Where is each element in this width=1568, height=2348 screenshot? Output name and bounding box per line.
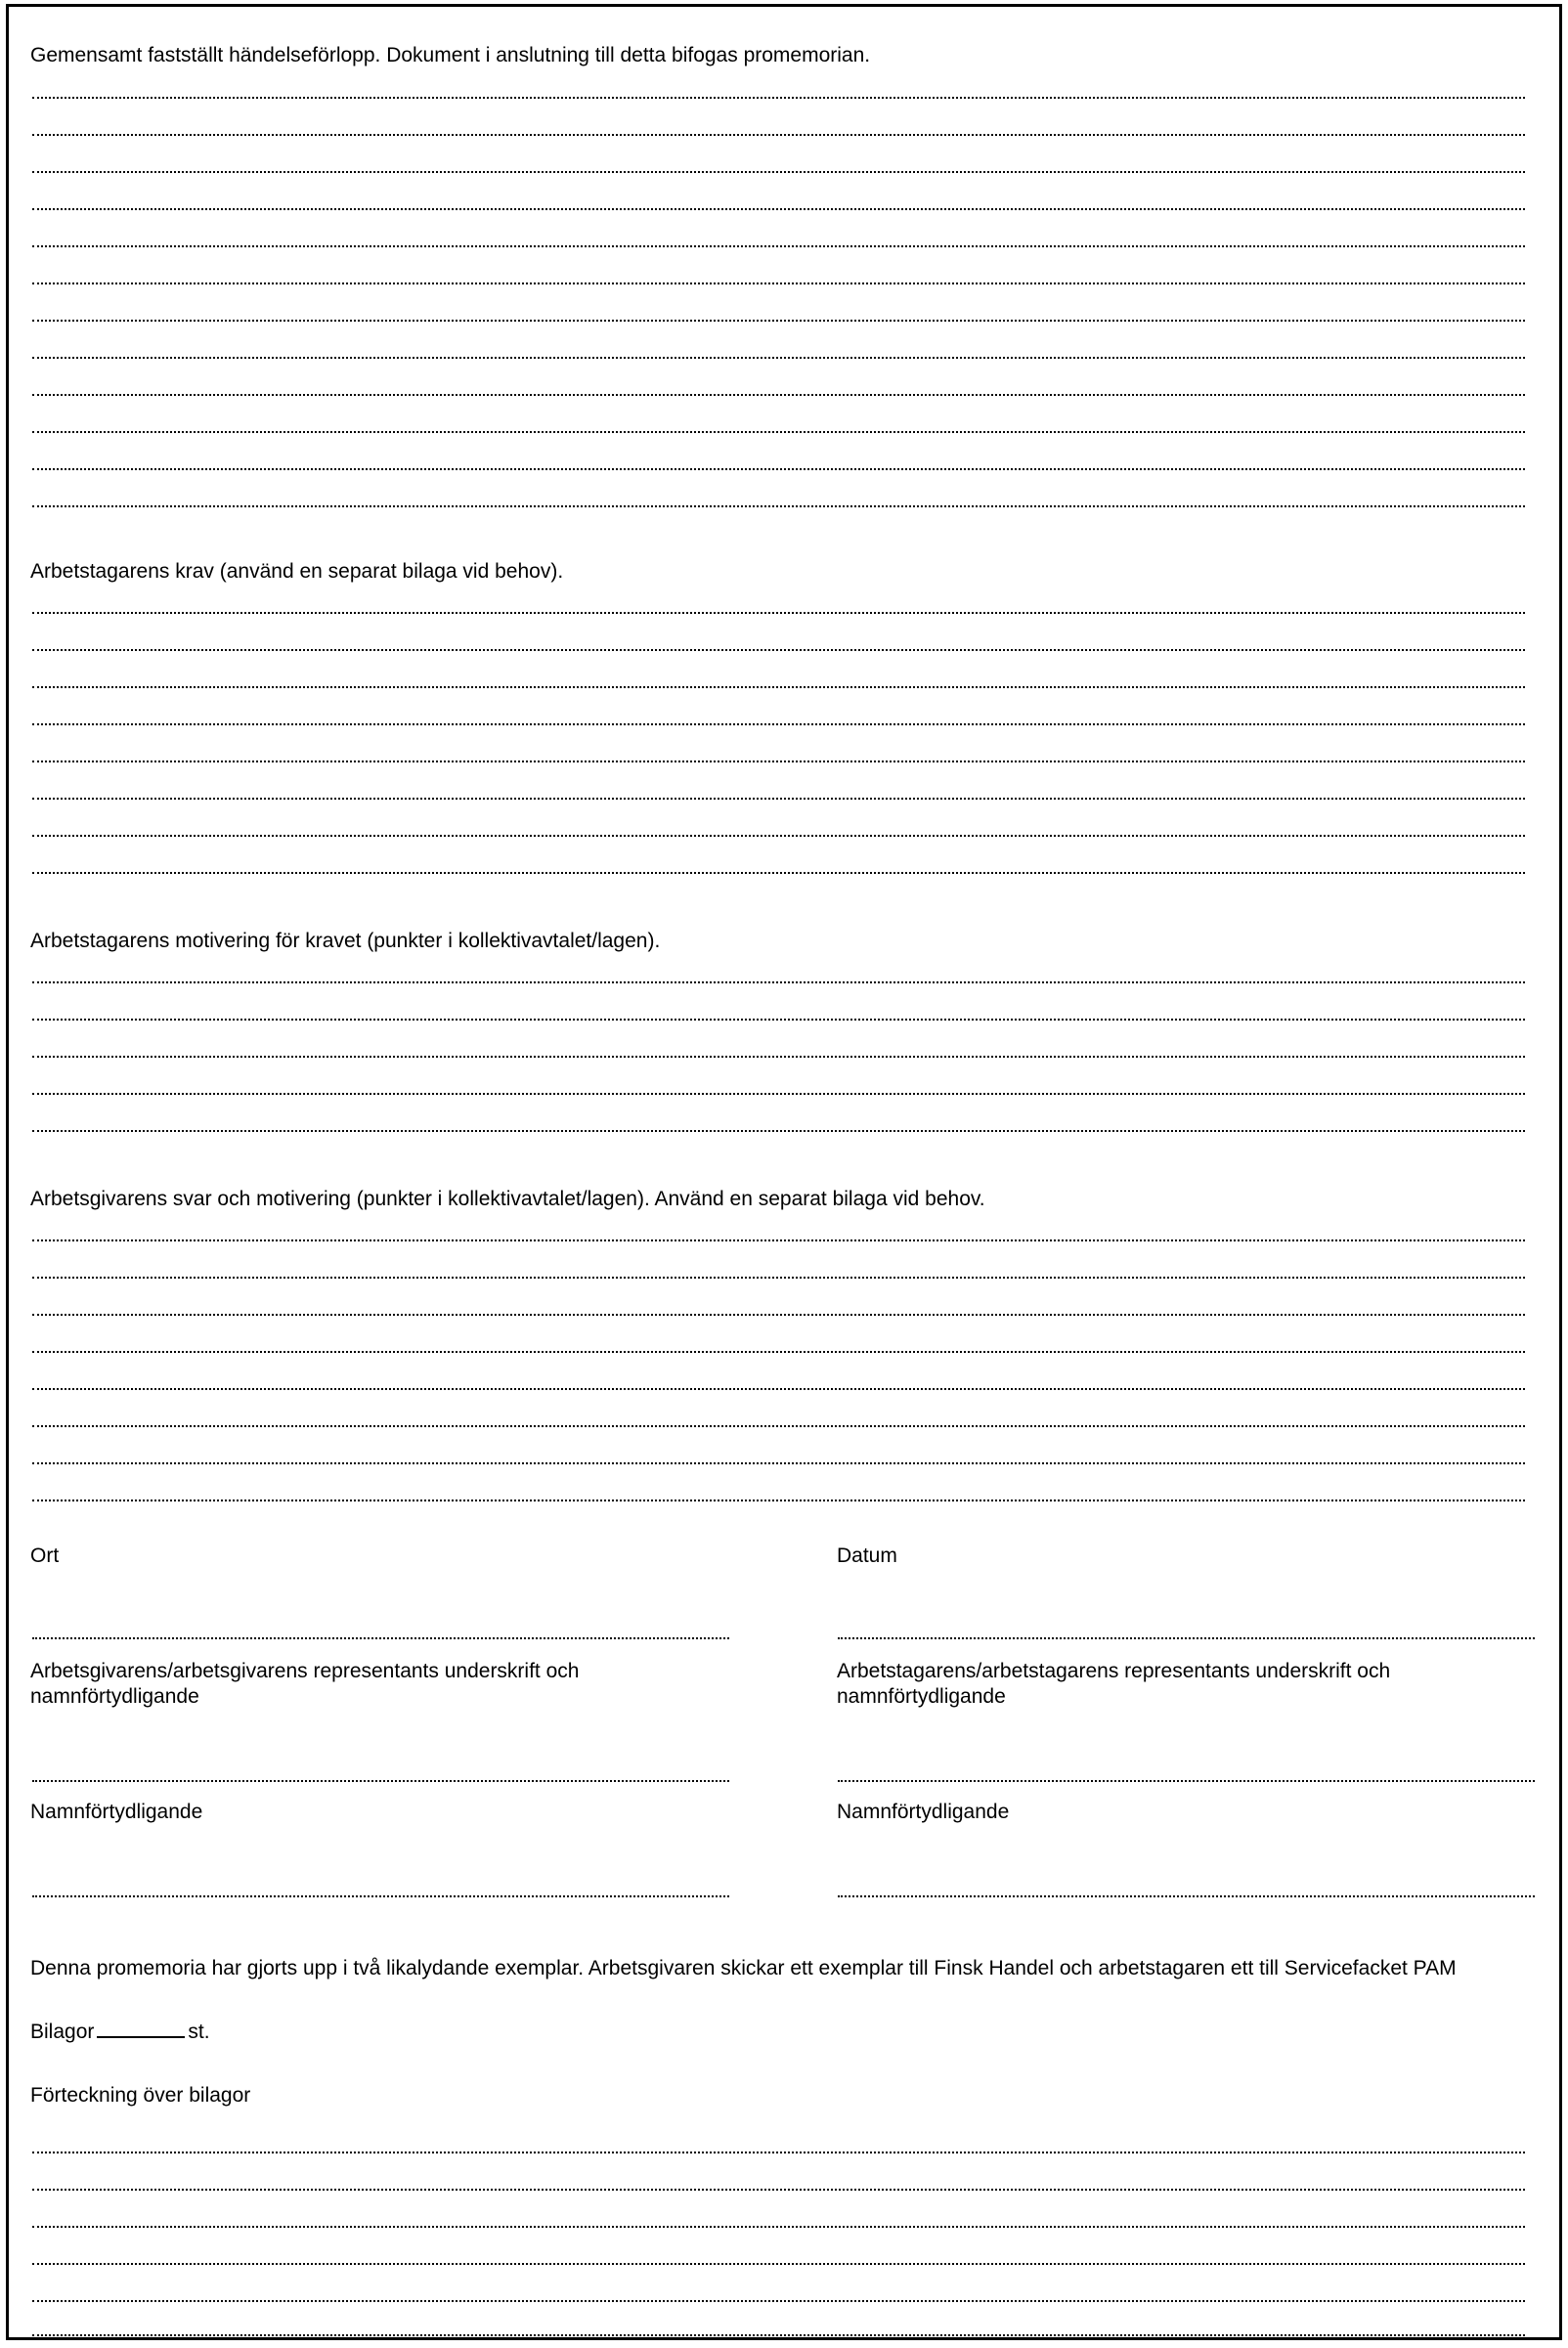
claim-line[interactable] bbox=[32, 723, 1525, 725]
attachment-line[interactable] bbox=[32, 2300, 1525, 2302]
attachment-line[interactable] bbox=[32, 2152, 1525, 2153]
employer-name-field[interactable] bbox=[32, 1895, 729, 1897]
motivation-line[interactable] bbox=[32, 1056, 1525, 1058]
claim-line[interactable] bbox=[32, 798, 1525, 800]
employee-signature-field[interactable] bbox=[838, 1780, 1535, 1782]
attachment-line[interactable] bbox=[32, 2334, 1525, 2336]
incident-line[interactable] bbox=[32, 505, 1525, 507]
employee-motivation-heading: Arbetstagarens motivering för kravet (punkter i kollektivavtalet/lagen). bbox=[30, 930, 661, 952]
employee-signature-label: Arbetstagarens/arbetstagarens representants underskrift och namnförtydligande bbox=[837, 1660, 1391, 1708]
employee-name-field[interactable] bbox=[838, 1895, 1535, 1897]
employer-signature-field[interactable] bbox=[32, 1780, 729, 1782]
incident-line[interactable] bbox=[32, 245, 1525, 247]
claim-line[interactable] bbox=[32, 872, 1525, 874]
incident-line[interactable] bbox=[32, 97, 1525, 99]
attachments-count-row bbox=[30, 2020, 210, 2045]
incident-heading: Gemensamt fastställt händelseförlopp. Dokument i anslutning till detta bifogas promemorian. bbox=[30, 44, 871, 66]
response-line[interactable] bbox=[32, 1277, 1525, 1279]
motivation-line[interactable] bbox=[32, 1130, 1525, 1132]
form-frame bbox=[6, 4, 1562, 2340]
attachment-list-label: Förteckning över bilagor bbox=[30, 2084, 251, 2107]
attachment-line[interactable] bbox=[32, 2263, 1525, 2265]
claim-line[interactable] bbox=[32, 612, 1525, 614]
response-line[interactable] bbox=[32, 1462, 1525, 1464]
incident-line[interactable] bbox=[32, 431, 1525, 433]
attachments-count-field[interactable] bbox=[97, 2036, 185, 2038]
attachments-prefix: Bilagor bbox=[30, 2021, 95, 2043]
motivation-line[interactable] bbox=[32, 1019, 1525, 1021]
claim-line[interactable] bbox=[32, 686, 1525, 688]
claim-line[interactable] bbox=[32, 835, 1525, 837]
place-field[interactable] bbox=[32, 1637, 729, 1639]
date-field[interactable] bbox=[838, 1637, 1535, 1639]
incident-line[interactable] bbox=[32, 357, 1525, 359]
incident-line[interactable] bbox=[32, 394, 1525, 396]
attachment-line[interactable] bbox=[32, 2189, 1525, 2191]
incident-line[interactable] bbox=[32, 320, 1525, 322]
response-line[interactable] bbox=[32, 1314, 1525, 1316]
incident-line[interactable] bbox=[32, 134, 1525, 136]
employee-name-label: Namnförtydligande bbox=[837, 1801, 1010, 1823]
response-line[interactable] bbox=[32, 1425, 1525, 1427]
incident-line[interactable] bbox=[32, 283, 1525, 284]
motivation-line[interactable] bbox=[32, 1093, 1525, 1095]
response-line[interactable] bbox=[32, 1239, 1525, 1241]
attachments-suffix: st. bbox=[188, 2021, 210, 2043]
motivation-line[interactable] bbox=[32, 981, 1525, 983]
attachment-line[interactable] bbox=[32, 2226, 1525, 2228]
response-line[interactable] bbox=[32, 1500, 1525, 1501]
employer-name-label: Namnförtydligande bbox=[30, 1801, 203, 1823]
claim-line[interactable] bbox=[32, 761, 1525, 762]
response-line[interactable] bbox=[32, 1351, 1525, 1353]
employee-claim-heading: Arbetstagarens krav (använd en separat bilaga vid behov). bbox=[30, 560, 564, 583]
employer-response-heading: Arbetsgivarens svar och motivering (punkter i kollektivavtalet/lagen). Använd en separat bilaga vid behov. bbox=[30, 1188, 985, 1210]
copies-note: Denna promemoria har gjorts upp i två likalydande exemplar. Arbetsgivaren skickar ett exemplar till Finsk Handel och arbetstagaren ett till Servicefacket PAM bbox=[30, 1957, 1457, 1979]
incident-line[interactable] bbox=[32, 208, 1525, 210]
incident-line[interactable] bbox=[32, 171, 1525, 173]
incident-line[interactable] bbox=[32, 468, 1525, 470]
employer-signature-label: Arbetsgivarens/arbetsgivarens representants underskrift och namnförtydligande bbox=[30, 1660, 580, 1708]
claim-line[interactable] bbox=[32, 649, 1525, 651]
date-label: Datum bbox=[837, 1544, 897, 1567]
place-label: Ort bbox=[30, 1544, 60, 1567]
response-line[interactable] bbox=[32, 1388, 1525, 1390]
